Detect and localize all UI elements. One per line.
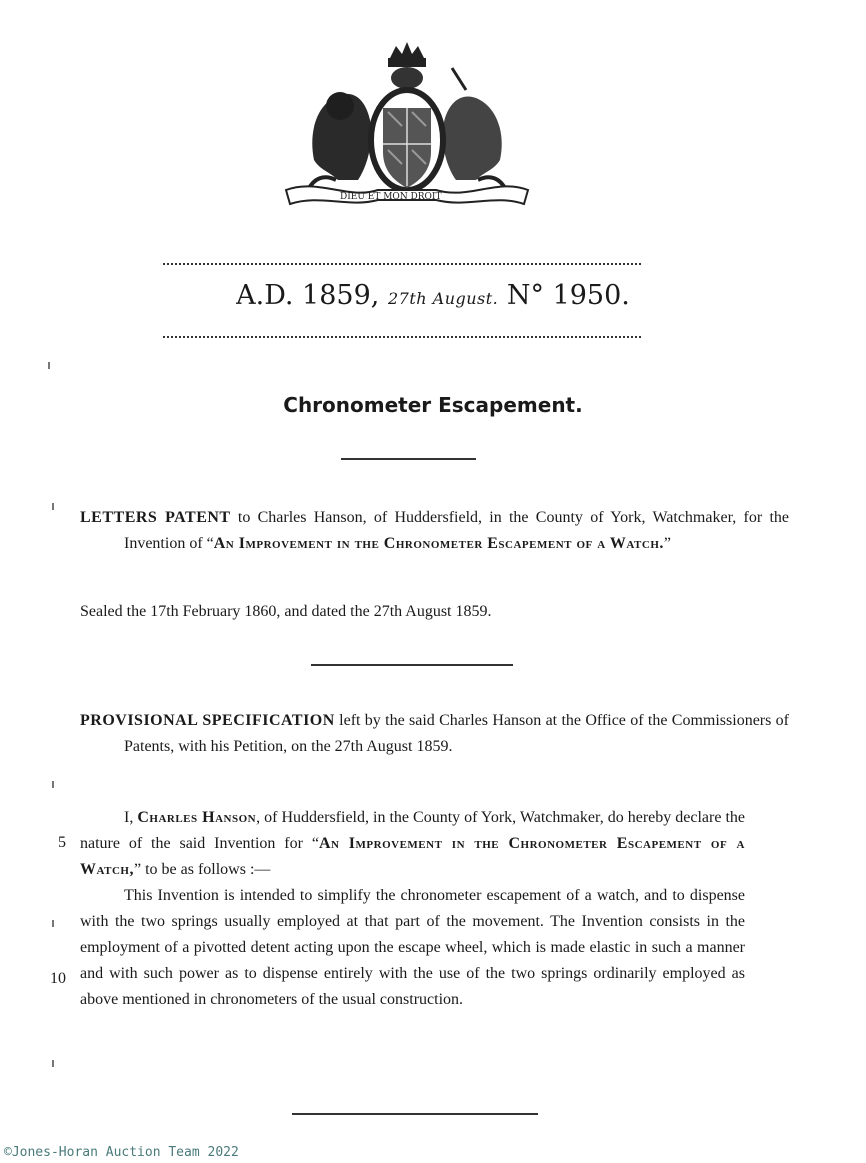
body-text: , of Huddersfield, in the County of York, Watchmaker, do hereby declare the nature of the said Invention for “ — [80, 809, 746, 852]
provisional-lead: PROVISIONAL SPECIFICATION — [80, 712, 335, 729]
line-number: 10 — [50, 970, 66, 987]
body-text: I, — [124, 809, 138, 826]
scan-mark — [52, 920, 54, 927]
copyright-notice: ©Jones-Horan Auction Team 2022 — [4, 1145, 239, 1160]
divider — [341, 458, 476, 460]
invention-title: An Improvement in the Chronometer Escapement of a Watch. — [213, 535, 664, 552]
patent-date: 27th August. — [387, 289, 499, 308]
page-title: Chronometer Escapement. — [283, 393, 583, 417]
body-paragraph: This Invention is intended to simplify the chronometer escapement of a watch, and to dispense with the two springs usually employed at that part of the movement. The Invention consists in the employment of a pivotted detent acting upon the escape wheel, which is made elastic in such a manner and with such power as to dispense entirely with the use of the two springs ordinarily employed as above mentioned in chronometers of the usual construction. — [80, 887, 745, 1008]
divider — [292, 1113, 538, 1115]
divider — [311, 664, 513, 666]
scan-mark — [48, 362, 50, 369]
letters-patent-text: to Charles Hanson, of Huddersfield, in the County of York, Watchmaker, for the Invention of “ — [124, 509, 789, 552]
header-rule-bottom — [163, 336, 641, 338]
body-text: ” to be as follows :— — [133, 861, 271, 878]
patent-number: N° 1950. — [506, 280, 630, 311]
patent-header — [0, 280, 866, 311]
invention-title: An Improvement in the Chronometer Escapement of a Watch, — [80, 835, 745, 878]
line-number: 5 — [58, 834, 66, 851]
provisional-text: left by the said Charles Hanson at the Office of the Commissioners of Patents, with his Petition, on the 27th August 1859. — [124, 712, 790, 755]
provisional-specification-paragraph — [80, 708, 789, 760]
motto-text: DIEU ET MON DROIT — [340, 192, 442, 202]
specification-body — [80, 805, 745, 1013]
letters-patent-lead: LETTERS PATENT — [80, 509, 231, 526]
letters-patent-paragraph — [80, 505, 789, 557]
patent-year: A.D. 1859, — [236, 280, 380, 311]
royal-coat-of-arms — [278, 40, 536, 210]
scan-mark — [52, 1060, 54, 1067]
scan-mark — [52, 503, 54, 510]
scan-mark — [52, 781, 54, 788]
header-rule-top — [163, 263, 641, 265]
sealed-line: Sealed the 17th February 1860, and dated the 27th August 1859. — [80, 603, 492, 620]
body-paragraph — [80, 805, 745, 883]
inventor-name: Charles Hanson — [137, 809, 257, 826]
letters-patent-close: ” — [663, 535, 671, 552]
